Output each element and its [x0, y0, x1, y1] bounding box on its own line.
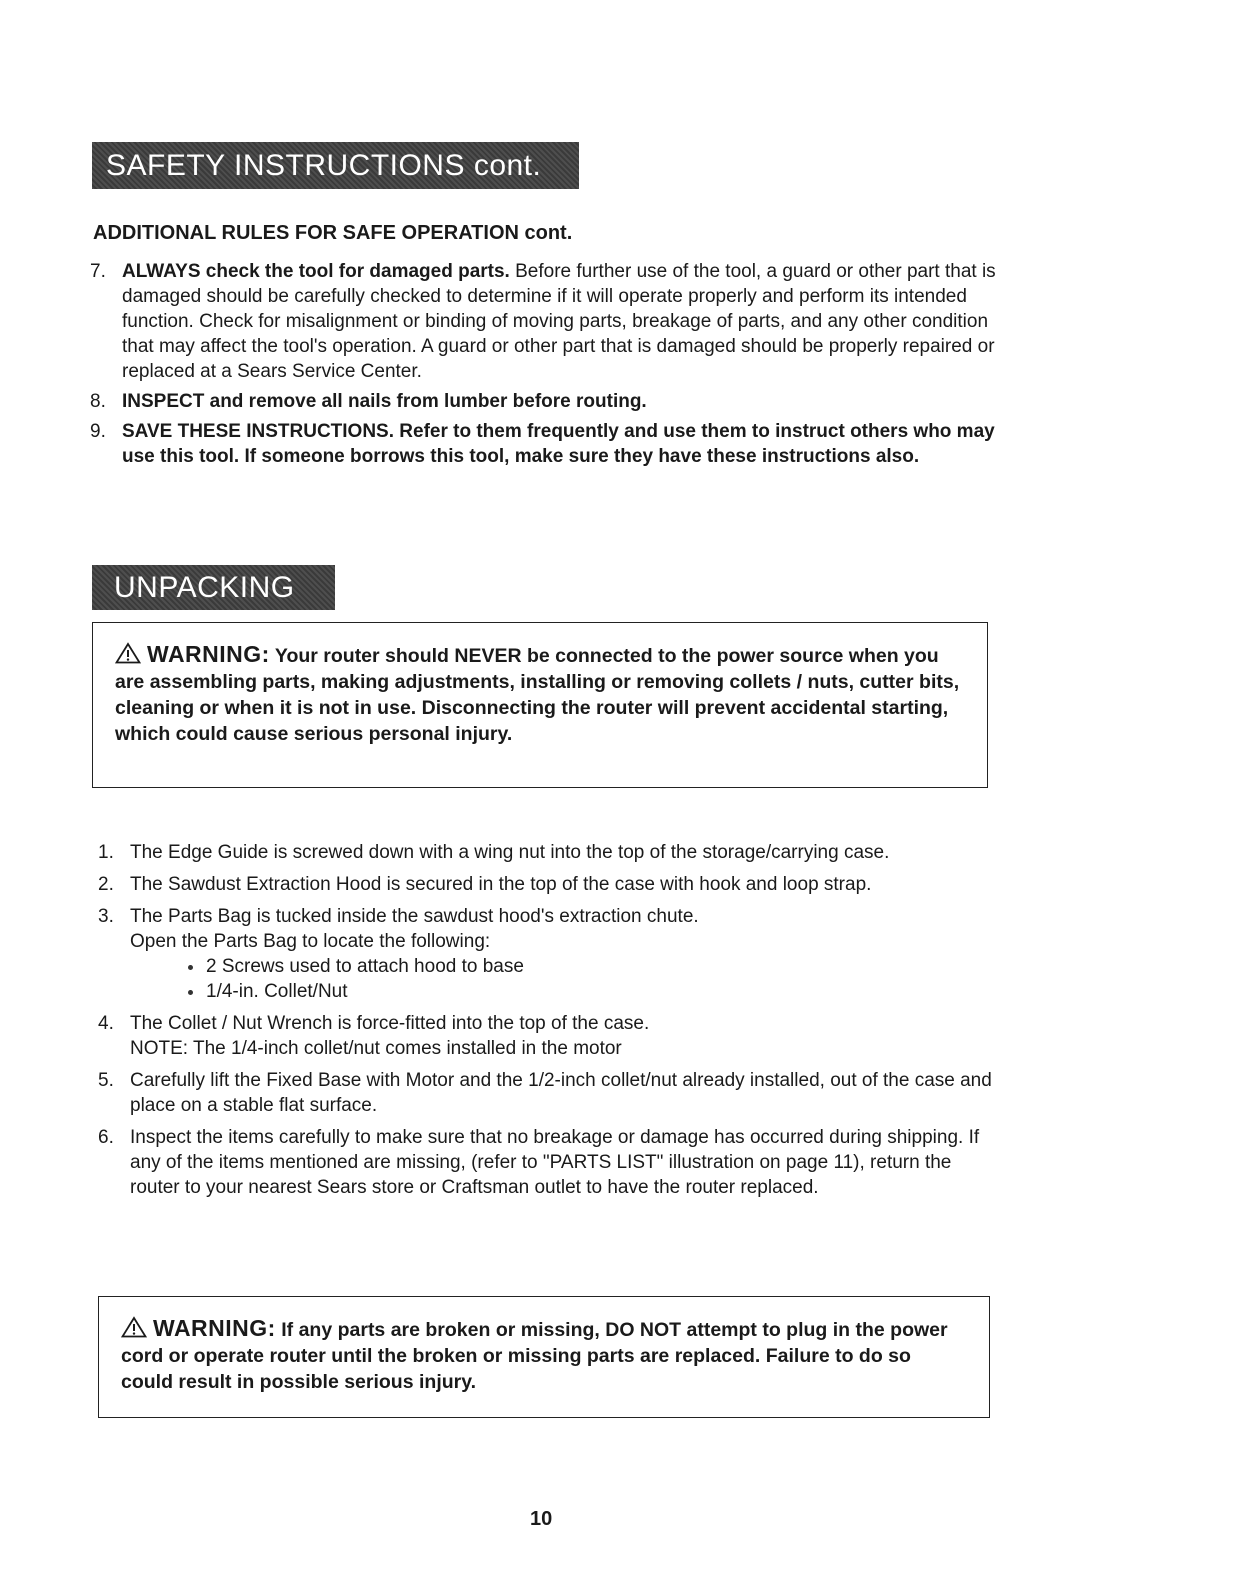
warning-paragraph	[115, 641, 965, 747]
rule-bold-text: ALWAYS check the tool for damaged parts.	[122, 261, 510, 282]
step-number: 1.	[98, 842, 114, 863]
warning-paragraph	[121, 1315, 967, 1395]
parts-bag-item: 1/4-in. Collet/Nut	[188, 979, 998, 1004]
rule-number: 9.	[90, 421, 106, 442]
rule-item	[90, 419, 1000, 469]
warning-text: Your router should NEVER be connected to the power source when you are assembling parts, making adjustments, installing or removing collets / nuts, cutter bits, cleaning or when it is not in use. Disconnecting the router will prevent accidental starting, which could cause serious personal injury.	[115, 645, 960, 745]
step-text-secondary: Open the Parts Bag to locate the following:	[130, 931, 491, 952]
rule-item	[90, 259, 1000, 384]
rules-list	[90, 259, 1000, 474]
step-number: 2.	[98, 874, 114, 895]
warning-box-missing-parts	[98, 1296, 990, 1418]
rule-number: 8.	[90, 391, 106, 412]
parts-bag-item: 2 Screws used to attach hood to base	[188, 954, 998, 979]
step-text: Inspect the items carefully to make sure that no breakage or damage has occurred during shipping. If any of the items mentioned are missing, (refer to "PARTS LIST" illustration on page 11), return the router to your nearest Sears store or Craftsman outlet to have the router replaced.	[130, 1127, 980, 1198]
step-item	[98, 840, 998, 865]
warning-triangle-icon	[115, 642, 141, 664]
safety-instructions-banner	[92, 142, 579, 189]
step-item	[98, 1011, 998, 1061]
warning-label: WARNING:	[147, 641, 270, 667]
page-number-text: 10	[530, 1508, 553, 1530]
unpacking-steps	[98, 840, 998, 1207]
step-item	[98, 1068, 998, 1118]
step-item	[98, 904, 998, 1004]
warning-text: If any parts are broken or missing, DO NOT attempt to plug in the power cord or operate router until the broken or missing parts are replaced. Failure to do so could result in possible serious injury.	[121, 1319, 948, 1393]
step-number: 4.	[98, 1013, 114, 1034]
rule-item	[90, 389, 1000, 414]
warning-label: WARNING:	[153, 1315, 276, 1341]
banner-title: UNPACKING	[114, 570, 295, 604]
step-item	[98, 872, 998, 897]
section-heading: ADDITIONAL RULES FOR SAFE OPERATION cont.	[93, 222, 573, 244]
step-text: Carefully lift the Fixed Base with Motor and the 1/2-inch collet/nut already installed, out of the case and place on a stable flat surface.	[130, 1070, 992, 1116]
rule-bold-text: SAVE THESE INSTRUCTIONS. Refer to them frequently and use them to instruct others who may use this tool. If someone borrows this tool, make sure they have these instructions also.	[122, 421, 995, 467]
step-number: 6.	[98, 1127, 114, 1148]
rule-text: Before further use of the tool, a guard or other part that is damaged should be carefully checked to determine if it will operate properly and perform its intended function. Check for misalignment or binding of moving parts, breakage of parts, and any other condition that may affect the tool's operation. A guard or other part that is damaged should be properly repaired or replaced at a Sears Service Center.	[122, 261, 996, 382]
step-item	[98, 1125, 998, 1200]
rule-bold-text: INSPECT and remove all nails from lumber before routing.	[122, 391, 647, 412]
step-number: 3.	[98, 906, 114, 927]
warning-box-power	[92, 622, 988, 788]
step-text: The Parts Bag is tucked inside the sawdust hood's extraction chute.	[130, 906, 699, 927]
step-text: The Collet / Nut Wrench is force-fitted into the top of the case.	[130, 1013, 650, 1034]
banner-title: SAFETY INSTRUCTIONS cont.	[106, 148, 542, 182]
step-number: 5.	[98, 1070, 114, 1091]
unpacking-banner	[92, 565, 335, 610]
step-text: The Sawdust Extraction Hood is secured in the top of the case with hook and loop strap.	[130, 874, 872, 895]
warning-triangle-icon	[121, 1316, 147, 1338]
step-note: NOTE: The 1/4-inch collet/nut comes installed in the motor	[130, 1038, 622, 1059]
parts-bag-list	[130, 954, 998, 1004]
rule-number: 7.	[90, 261, 106, 282]
step-text: The Edge Guide is screwed down with a wing nut into the top of the storage/carrying case.	[130, 842, 890, 863]
